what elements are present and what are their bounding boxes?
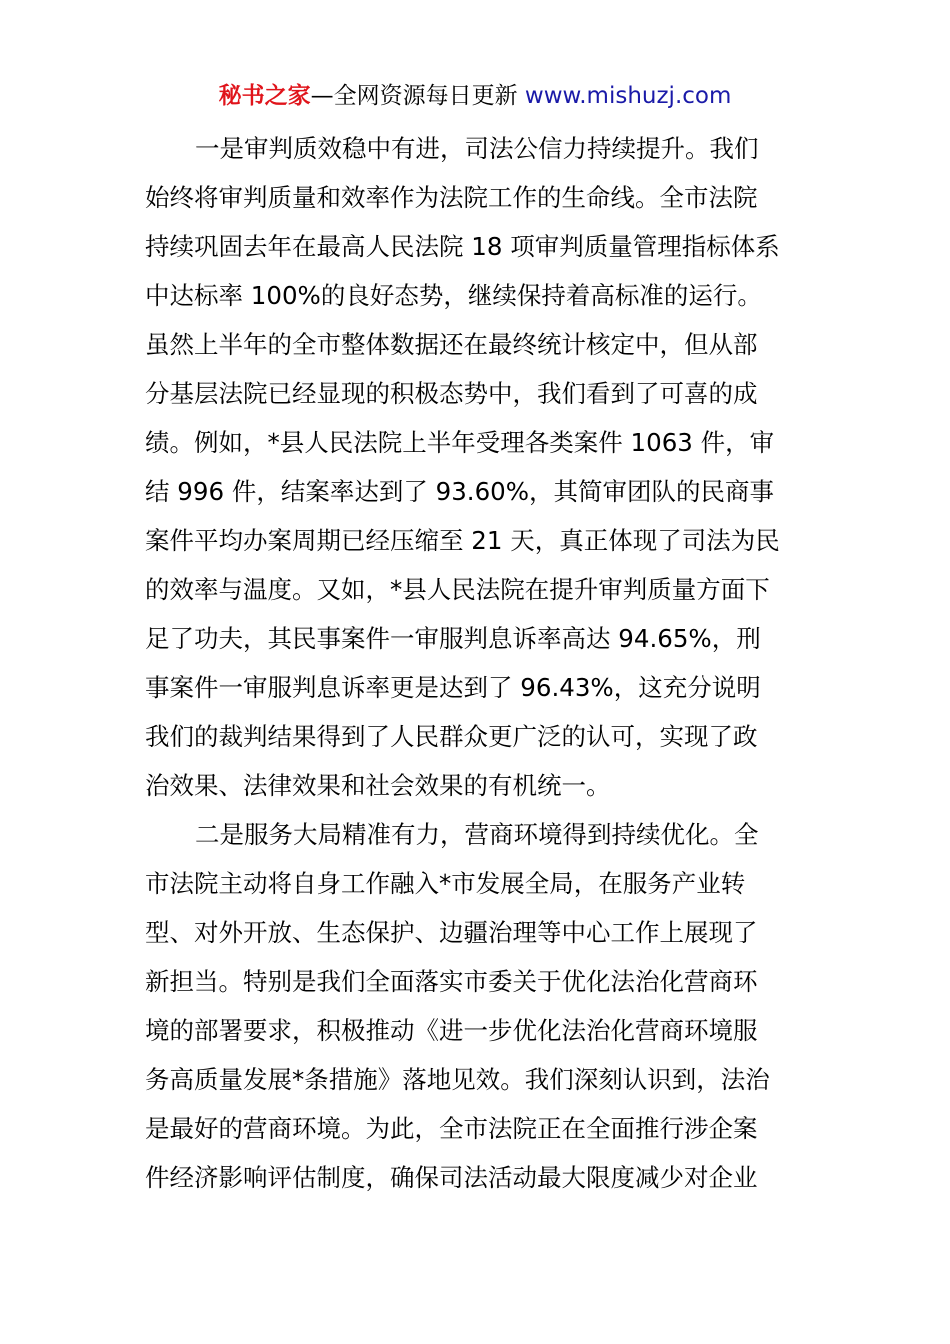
- text-line: 一是审判质效稳中有进，司法公信力持续提升。我们: [195, 134, 759, 163]
- text-line: 足了功夫，其民事案件一审服判息诉率高达 94.65%，刑: [145, 624, 761, 653]
- document-body: [145, 124, 810, 1202]
- text-line: 件经济影响评估制度，确保司法活动最大限度减少对企业: [145, 1163, 758, 1192]
- text-line: 案件平均办案周期已经压缩至 21 天，真正体现了司法为民: [145, 526, 780, 555]
- text-line: 始终将审判质量和效率作为法院工作的生命线。全市法院: [145, 183, 758, 212]
- text-line: 境的部署要求，积极推动《进一步优化法治化营商环境服: [145, 1016, 758, 1045]
- header-brand: 秘书之家: [218, 83, 311, 109]
- text-line: 是最好的营商环境。为此，全市法院正在全面推行涉企案: [145, 1114, 758, 1143]
- header-tagline: —全网资源每日更新: [310, 83, 525, 109]
- text-line: 分基层法院已经显现的积极态势中，我们看到了可喜的成: [145, 379, 758, 408]
- text-line: 中达标率 100%的良好态势，继续保持着高标准的运行。: [145, 281, 762, 310]
- page-header: [0, 80, 950, 112]
- header-site-link[interactable]: www.mishuzj.com: [524, 83, 732, 109]
- text-line: 虽然上半年的全市整体数据还在最终统计核定中，但从部: [145, 330, 758, 359]
- text-line: 型、对外开放、生态保护、边疆治理等中心工作上展现了: [145, 918, 758, 947]
- text-line: 绩。例如，*县人民法院上半年受理各类案件 1063 件，审: [145, 428, 775, 457]
- text-line: 务高质量发展*条措施》落地见效。我们深刻认识到，法治: [145, 1065, 770, 1094]
- paragraph-1: [145, 124, 810, 810]
- text-line: 新担当。特别是我们全面落实市委关于优化法治化营商环: [145, 967, 758, 996]
- text-line: 治效果、法律效果和社会效果的有机统一。: [145, 771, 611, 800]
- text-line: 我们的裁判结果得到了人民群众更广泛的认可，实现了政: [145, 722, 758, 751]
- text-line: 二是服务大局精准有力，营商环境得到持续优化。全: [195, 820, 759, 849]
- paragraph-2: [145, 810, 810, 1202]
- text-line: 事案件一审服判息诉率更是达到了 96.43%，这充分说明: [145, 673, 761, 702]
- text-line: 市法院主动将自身工作融入*市发展全局，在服务产业转: [145, 869, 746, 898]
- text-line: 持续巩固去年在最高人民法院 18 项审判质量管理指标体系: [145, 232, 780, 261]
- text-line: 结 996 件，结案率达到了 93.60%，其简审团队的民商事: [145, 477, 775, 506]
- text-line: 的效率与温度。又如，*县人民法院在提升审判质量方面下: [145, 575, 770, 604]
